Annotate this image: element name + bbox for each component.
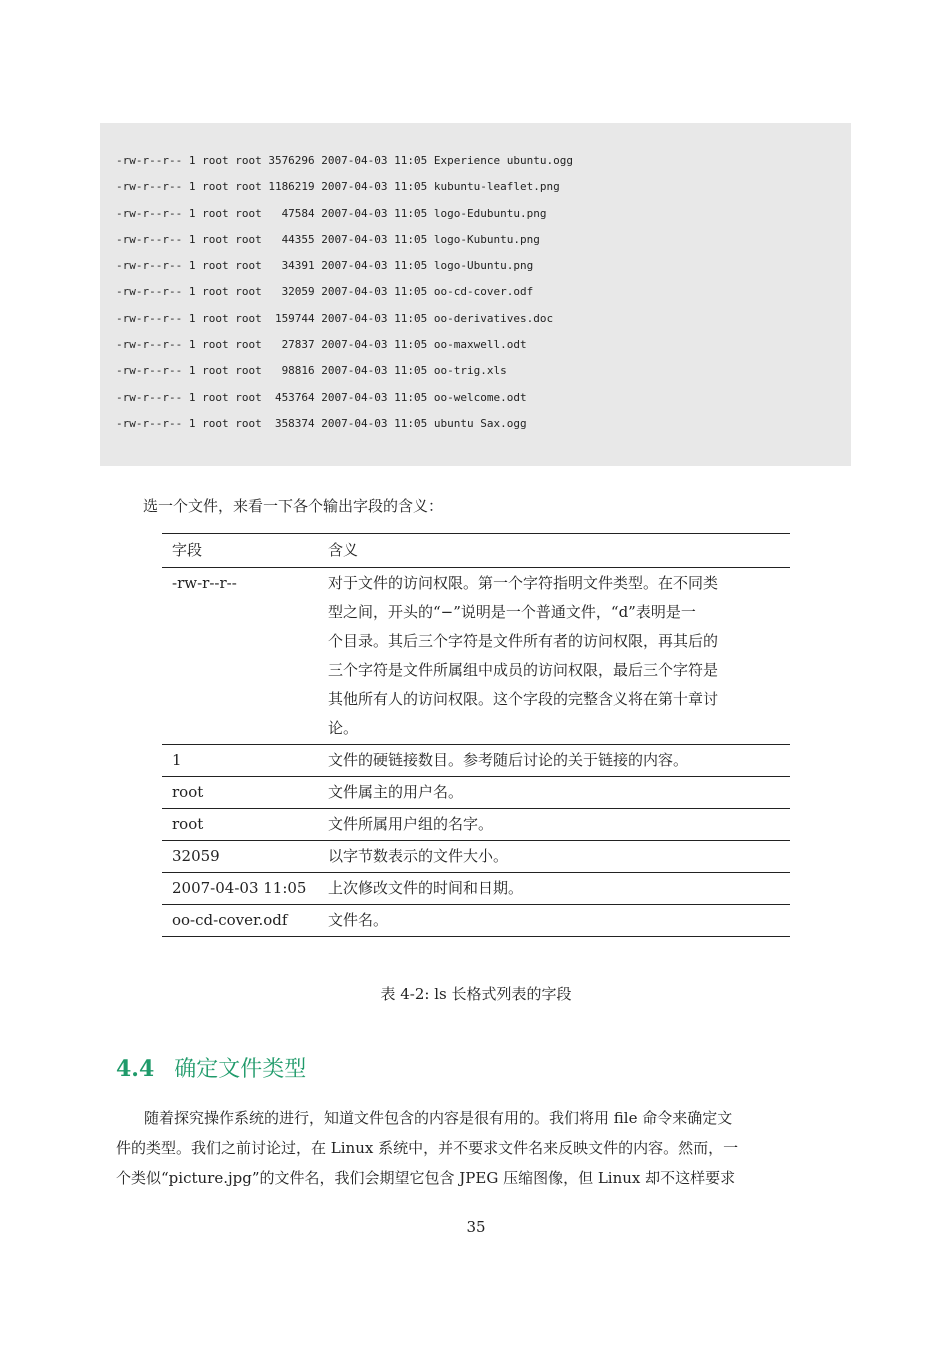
meaning-cell xyxy=(318,568,790,745)
meaning-line: 对于文件的访问权限。第一个字符指明文件类型。在不同类 xyxy=(328,574,719,592)
section-title: 确定文件类型 xyxy=(174,1057,307,1082)
meaning-cell: 文件的硬链接数目。参考随后讨论的关于链接的内容。 xyxy=(318,745,790,777)
table-caption: 表 4-2: ls 长格式列表的字段 xyxy=(380,985,572,1003)
code-line: -rw-r--r-- 1 root root 32059 2007-04-03 11:05 oo-cd-cover.odf xyxy=(116,285,534,299)
code-line: -rw-r--r-- 1 root root 3576296 2007-04-03 11:05 Experience ubuntu.ogg xyxy=(116,154,573,167)
code-line: -rw-r--r-- 1 root root 27837 2007-04-03 11:05 oo-maxwell.odt xyxy=(116,338,527,352)
paragraph-line: 个类似“picture.jpg”的文件名，我们会期望它包含 JPEG 压缩图像，但 Linux 却不这样要求 xyxy=(116,1169,736,1187)
code-listing-block xyxy=(100,123,851,466)
paragraph-line: 随着探究操作系统的进行，知道文件包含的内容是很有用的。我们将用 file 命令来确定文 xyxy=(144,1109,733,1127)
field-cell: 1 xyxy=(162,745,318,777)
meaning-line: 论。 xyxy=(328,719,359,737)
field-cell: 2007-04-03 11:05 xyxy=(162,873,318,905)
field-cell: root xyxy=(162,809,318,841)
intro-text: 选一个文件，来看一下各个输出字段的含义： xyxy=(143,497,444,515)
table-row xyxy=(162,745,790,777)
meaning-cell: 上次修改文件的时间和日期。 xyxy=(318,873,790,905)
code-line: -rw-r--r-- 1 root root 453764 2007-04-03 11:05 oo-welcome.odt xyxy=(116,390,527,404)
code-lines xyxy=(116,151,573,440)
paragraph-line: 件的类型。我们之前讨论过，在 Linux 系统中，并不要求文件名来反映文件的内容。然而，一 xyxy=(116,1139,739,1157)
table-row xyxy=(162,905,790,937)
code-line: -rw-r--r-- 1 root root 34391 2007-04-03 11:05 logo-Ubuntu.png xyxy=(116,259,534,273)
meaning-cell: 文件属主的用户名。 xyxy=(318,777,790,809)
meaning-line: 个目录。其后三个字符是文件所有者的访问权限，再其后的 xyxy=(328,632,719,650)
table-row xyxy=(162,809,790,841)
field-cell: -rw-r--r-- xyxy=(172,574,237,592)
field-cell: root xyxy=(162,777,318,809)
body-paragraph xyxy=(116,1103,836,1193)
header-meaning: 含义 xyxy=(318,534,790,568)
meaning-cell: 以字节数表示的文件大小。 xyxy=(318,841,790,873)
table-header-row xyxy=(162,534,790,568)
meaning-line: 其他所有人的访问权限。这个字段的完整含义将在第十章讨 xyxy=(328,690,719,708)
table-row xyxy=(162,568,790,745)
code-line: -rw-r--r-- 1 root root 44355 2007-04-03 11:05 logo-Kubuntu.png xyxy=(116,232,540,246)
meaning-line: 型之间，开头的“−”说明是一个普通文件，“d”表明是一 xyxy=(328,603,696,621)
header-field: 字段 xyxy=(162,534,318,568)
table-row xyxy=(162,841,790,873)
code-line: -rw-r--r-- 1 root root 47584 2007-04-03 11:05 logo-Edubuntu.png xyxy=(116,206,547,220)
fields-table xyxy=(162,533,790,937)
table-row xyxy=(162,873,790,905)
code-line: -rw-r--r-- 1 root root 358374 2007-04-03 11:05 ubuntu Sax.ogg xyxy=(116,416,527,430)
code-line: -rw-r--r-- 1 root root 1186219 2007-04-03 11:05 kubuntu-leaflet.png xyxy=(116,180,560,194)
page-number: 35 xyxy=(466,1218,486,1236)
field-cell: oo-cd-cover.odf xyxy=(162,905,318,937)
field-cell: 32059 xyxy=(162,841,318,873)
meaning-line: 三个字符是文件所属组中成员的访问权限，最后三个字符是 xyxy=(328,661,719,679)
code-line: -rw-r--r-- 1 root root 98816 2007-04-03 11:05 oo-trig.xls xyxy=(116,364,507,378)
meaning-cell: 文件名。 xyxy=(318,905,790,937)
table-row xyxy=(162,777,790,809)
code-line: -rw-r--r-- 1 root root 159744 2007-04-03 11:05 oo-derivatives.doc xyxy=(116,311,554,325)
meaning-cell: 文件所属用户组的名字。 xyxy=(318,809,790,841)
section-number: 4.4 xyxy=(116,1056,155,1082)
section-heading xyxy=(116,1052,306,1083)
